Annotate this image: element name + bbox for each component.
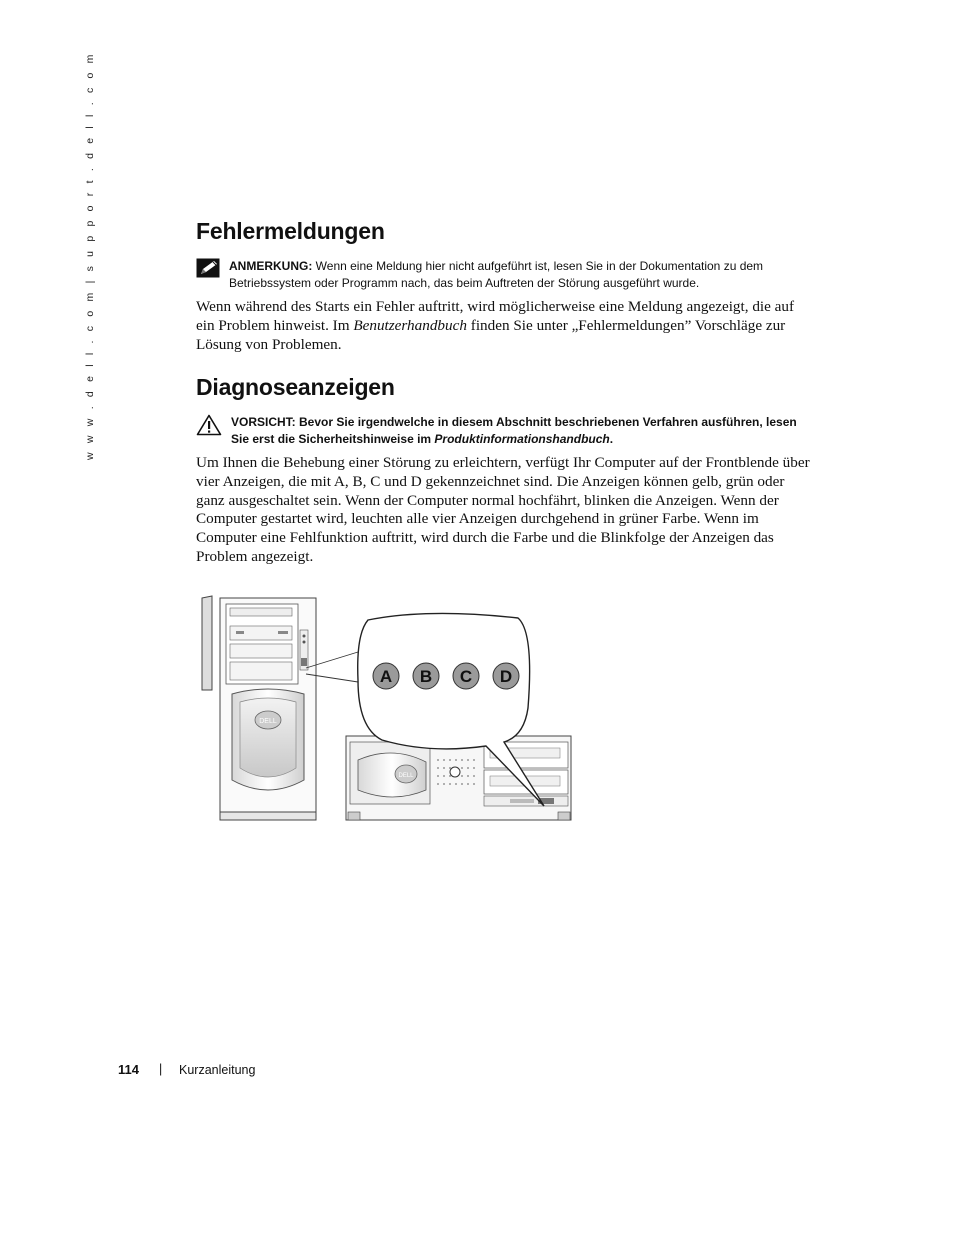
caution-vorsicht: VORSICHT: Bevor Sie irgendwelche in diesem Abschnitt beschriebenen Verfahren ausführen, lesen Sie erst die Sicherheitshinweise im Produktinformationshandbuch. <box>196 414 816 448</box>
note-label: ANMERKUNG: <box>229 259 313 273</box>
indicator-c <box>453 663 479 689</box>
svg-text:B: B <box>419 667 433 686</box>
caution-text: Bevor Sie irgendwelche in diesem Abschnitt beschriebenen Verfahren ausführen, lesen Sie erst die Sicherheitshinweise im <box>231 415 797 446</box>
indicator-d <box>493 663 519 689</box>
footer-separator: | <box>159 1062 163 1076</box>
heading-diagnoseanzeigen: Diagnoseanzeigen <box>196 374 395 400</box>
warning-triangle-icon <box>196 414 222 441</box>
caution-label: VORSICHT: <box>231 415 296 429</box>
caution-italic: Produktinformationshandbuch <box>434 432 610 446</box>
svg-text:C: C <box>459 667 473 686</box>
svg-text:D: D <box>499 667 513 686</box>
footer-title: Kurzanleitung <box>179 1063 256 1077</box>
page-number: 114 <box>118 1062 139 1077</box>
link-benutzerhandbuch: Benutzerhandbuch <box>353 316 467 334</box>
computer-illustration <box>198 590 578 822</box>
tower-computer <box>202 596 316 820</box>
note-text: Wenn eine Meldung hier nicht aufgeführt ist, lesen Sie in der Dokumentation zu dem Betriebssystem oder Programm nach, das beim Auftreten der Störung ausgeführt wurde. <box>229 259 764 290</box>
svg-text:A: A <box>379 667 393 686</box>
heading-fehlermeldungen: Fehlermeldungen <box>196 218 385 244</box>
paragraph-diagnoseanzeigen: Um Ihnen die Behebung einer Störung zu erleichtern, verfügt Ihr Computer auf der Frontblende über vier Anzeigen, die mit A, B, C und D gekennzeichnet sind. Die Anzeigen können gelb, grün oder ganz ausgeschaltet sein. Wenn der Computer normal hochfährt, blinken die Anzeigen. Wenn der Computer gestartet wird, leuchten alle vier Anzeigen durchgehend in grüner Farbe. Wenn im Computer eine Fehlfunktion auftritt, wird durch die Farbe und die Blinkfolge der Anzeigen das Problem angezeigt. <box>196 454 810 565</box>
desktop-logo: DELL <box>398 773 414 779</box>
pencil-note-icon <box>196 258 220 283</box>
page-footer <box>118 1062 256 1077</box>
side-url: w w w . d e l l . c o m | s u p p o r t . d e l l . c o m <box>84 51 96 460</box>
indicator-b <box>413 663 439 689</box>
paragraph-fehlermeldungen: Wenn während des Starts ein Fehler auftritt, wird möglicherweise eine Meldung angezeigt, die auf ein Problem hinweist. Im Benutzerhandbuch finden Sie unter „Fehlermeldungen” Vorschläge zur Lösung von Problemen. <box>196 298 795 353</box>
diagnostic-lights-figure <box>198 590 578 827</box>
tower-logo: DELL <box>259 718 277 725</box>
note-anmerkung <box>196 258 816 292</box>
indicator-a <box>373 663 399 689</box>
